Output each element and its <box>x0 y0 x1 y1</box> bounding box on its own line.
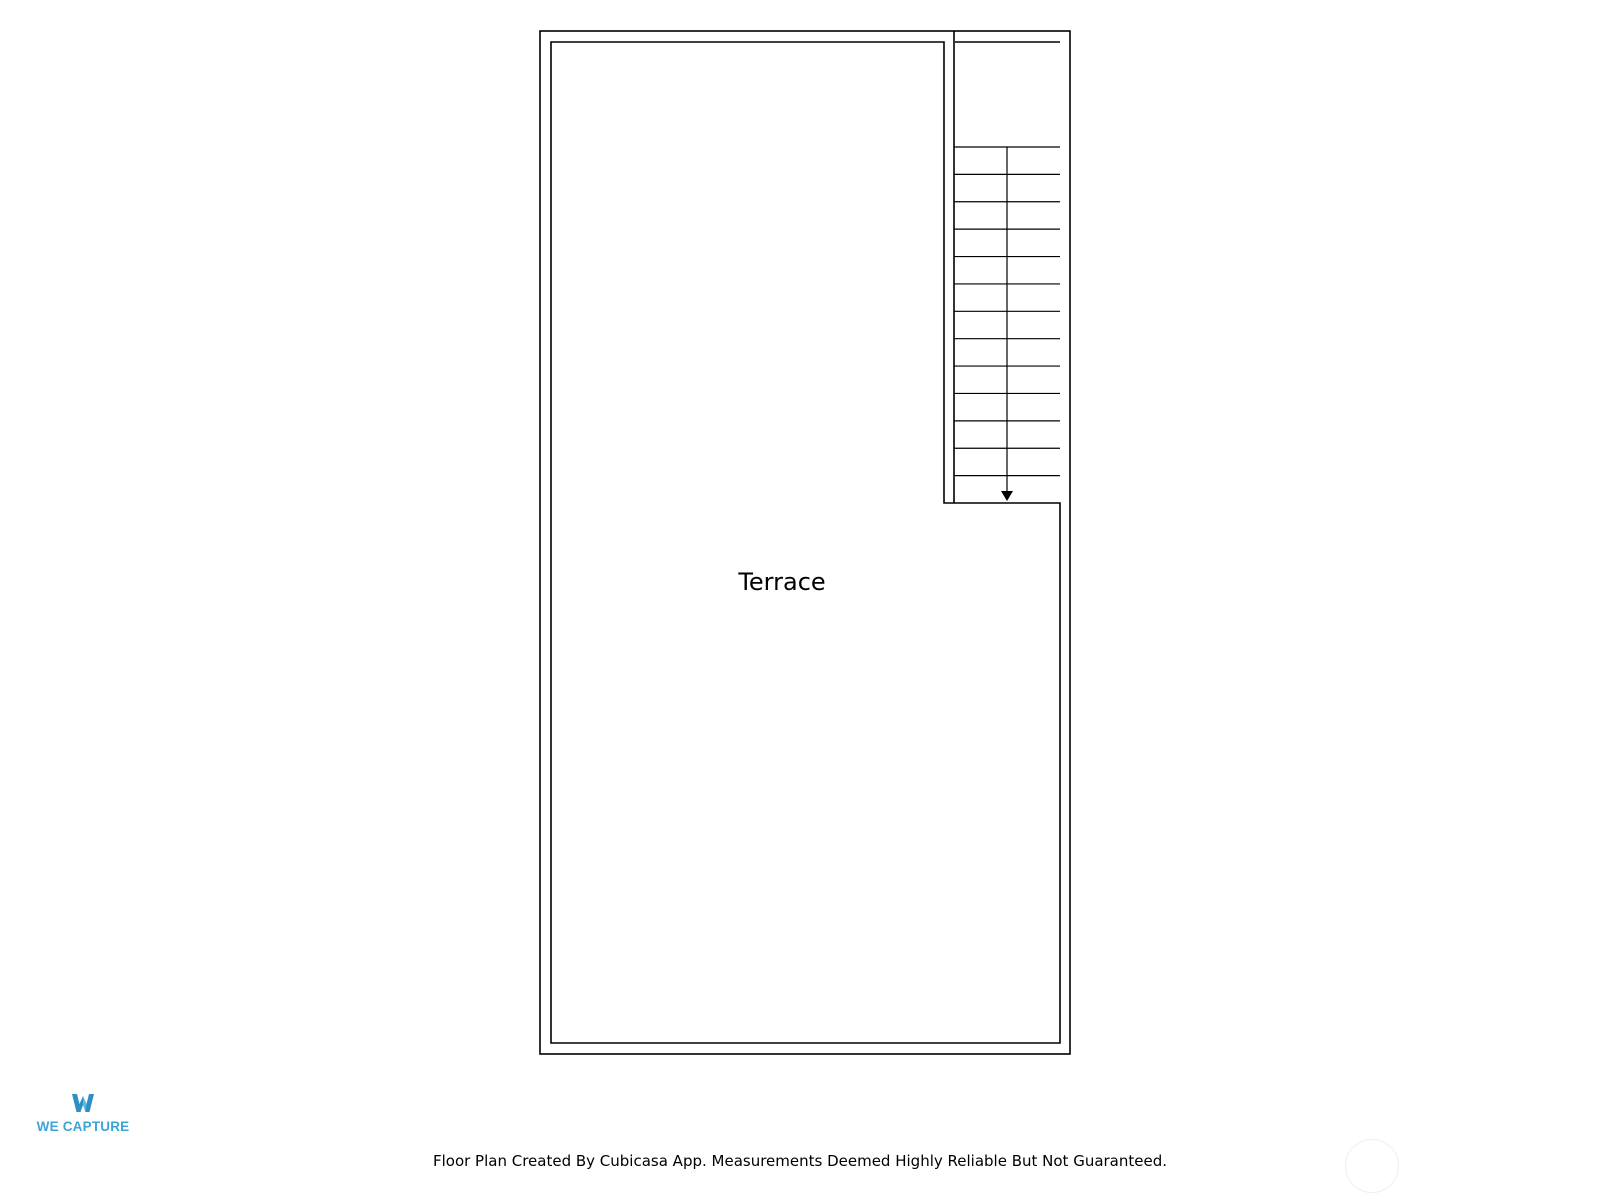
exterior-wall-inner <box>551 42 1060 1043</box>
stair-direction-arrow-icon <box>1001 491 1013 501</box>
w-logo-icon <box>70 1092 96 1114</box>
logo-text: WE CAPTURE <box>36 1119 130 1134</box>
exterior-wall-outer <box>540 31 1070 1054</box>
staircase <box>954 147 1060 501</box>
company-logo <box>36 1092 130 1134</box>
room-label-terrace: Terrace <box>738 568 826 596</box>
corner-badge <box>1345 1139 1399 1193</box>
footer-disclaimer: Floor Plan Created By Cubicasa App. Measurements Deemed Highly Reliable But Not Guaranteed. <box>432 1152 1168 1170</box>
